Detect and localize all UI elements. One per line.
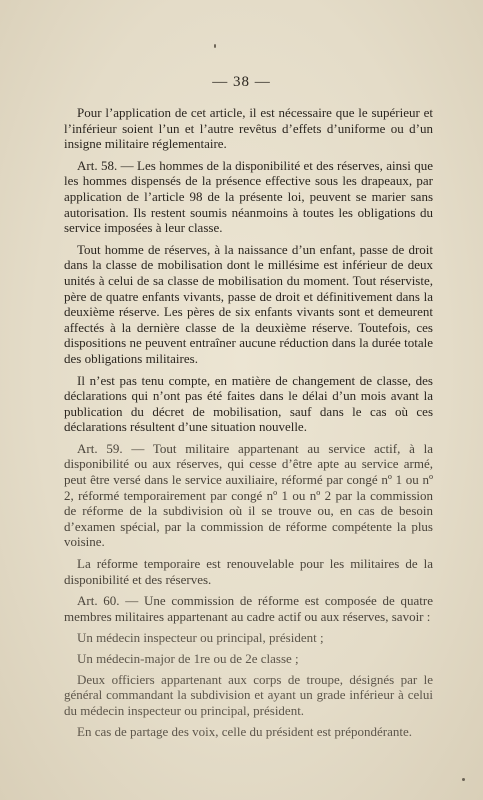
paragraph-tie-vote: En cas de partage des voix, celle du président est prépondérante. — [77, 724, 412, 740]
paragraph-temporary-reform: La réforme temporaire est renouvelable pour les militaires de la disponibilité et des réserves. — [64, 556, 433, 587]
paragraph-article-58: Art. 58. — Les hommes de la disponibilité et des réserves, ainsi que les hommes dispensés de la présence effective sous les drapeaux, par application de l’article 98 de la présente loi, peuvent se marier sans autorisation. Ils restent soumis néanmoins à toutes les obligations du service imposées à leur classe. — [64, 157, 433, 236]
paper-speck — [462, 778, 465, 781]
page-number: — 38 — — [212, 74, 271, 90]
paragraph-reservist-children: Tout homme de réserves, à la naissance d’un enfant, passe de droit dans la classe de mobilisation dont le millésime est inférieur de deux unités à celui de sa classe de mobilisation du moment. Tout réserviste, père de quatre enfants vivants, passe de droit et définitivement dans la deuxième réserve. Les pères de six enfants vivants sont et demeurent affectés à la dernière classe de la deuxième réserve. Toutefois, ces dispositions ne peuvent entraîner aucune réduction dans la durée totale des obligations militaires. — [64, 241, 433, 366]
paragraph-article-60: Art. 60. — Une commission de réforme est composée de quatre membres militaires appartenant au cadre actif ou aux réserves, savoir : — [64, 593, 433, 624]
list-item-inspector: Un médecin inspecteur ou principal, président ; — [77, 630, 324, 646]
body-text — [64, 105, 433, 746]
list-item-medical-major: Un médecin-major de 1re ou de 2e classe ; — [77, 651, 299, 666]
paragraph-uniform-requirement: Pour l’application de cet article, il est nécessaire que le supérieur et l’inférieur soient l’un et l’autre revêtus d’effets d’uniforme ou d’un insigne militaire réglementaire. — [64, 105, 433, 152]
list-item-officers: Deux officiers appartenant aux corps de troupe, désignés par le général commandant la subdivision et ayant un grade inférieur à celui du médecin inspecteur ou principal, président. — [64, 671, 433, 718]
paragraph-article-59: Art. 59. — Tout militaire appartenant au service actif, à la disponibilité ou aux réserves, qui cesse d’être apte au service armé, peut être versé dans le service auxiliaire, réformé par congé nº 1 ou nº 2, réformé temporairement par congé nº 1 ou nº 2 par la commission de réforme de la subdivision où il se trouve ou, en cas de besoin d’examen spécial, par la commission de réforme compétente la plus voisine. — [64, 440, 433, 550]
paragraph-class-change-declarations: Il n’est pas tenu compte, en matière de changement de classe, des déclarations qui n’ont pas été faites dans le délai d’un mois avant la publication du décret de mobilisation, sauf dans le cas où ces déclarations résultent d’une situation nouvelle. — [64, 372, 433, 435]
paper-speck — [214, 44, 216, 48]
